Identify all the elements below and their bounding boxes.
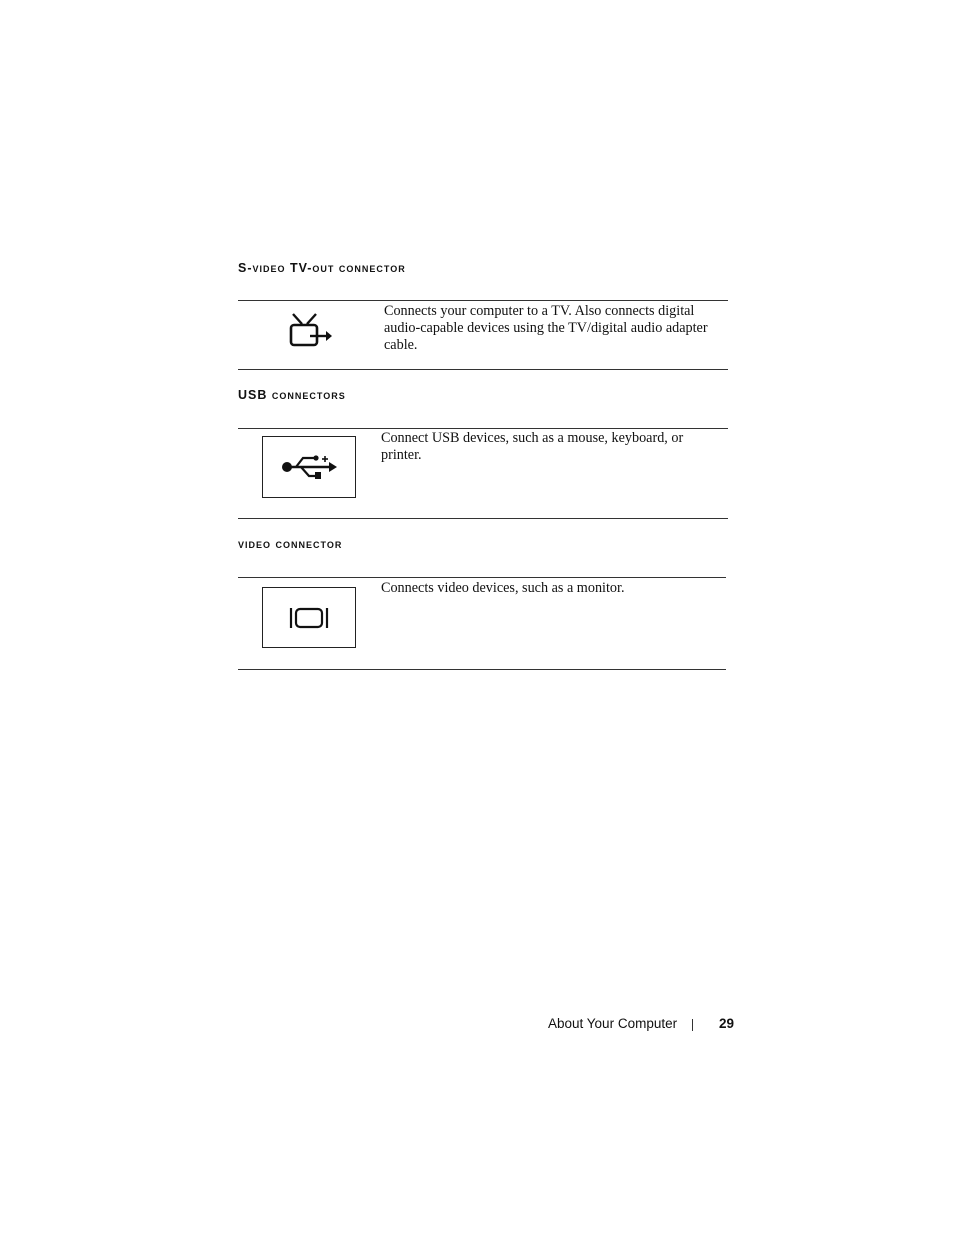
table-rule-bottom-usb [238, 518, 728, 519]
usb-icon-frame [262, 436, 356, 498]
table-rule-bottom-svideo [238, 369, 728, 370]
section-heading-video: video connector [238, 537, 343, 551]
footer-separator [692, 1019, 693, 1031]
page-number: 29 [719, 1016, 735, 1031]
tv-out-icon [286, 312, 334, 355]
description-usb: Connect USB devices, such as a mouse, keyboard, or printer. [381, 430, 684, 463]
video-connector-icon [263, 588, 355, 647]
table-rule-top-video [238, 577, 726, 578]
section-heading-usb: USB connectors [238, 388, 346, 402]
section-heading-svideo: S-video TV-out connector [238, 261, 406, 275]
footer-section-title: About Your Computer [548, 1016, 678, 1031]
table-rule-bottom-video [238, 669, 726, 670]
video-connector-icon-frame [262, 587, 356, 648]
table-rule-top-svideo [238, 300, 728, 301]
description-video: Connects video devices, such as a monitor. [381, 580, 625, 596]
description-svideo: Connects your computer to a TV. Also connects digital audio-capable devices using the TV/digital audio adapter cable. [384, 303, 708, 353]
table-rule-top-usb [238, 428, 728, 429]
usb-icon [263, 437, 355, 497]
